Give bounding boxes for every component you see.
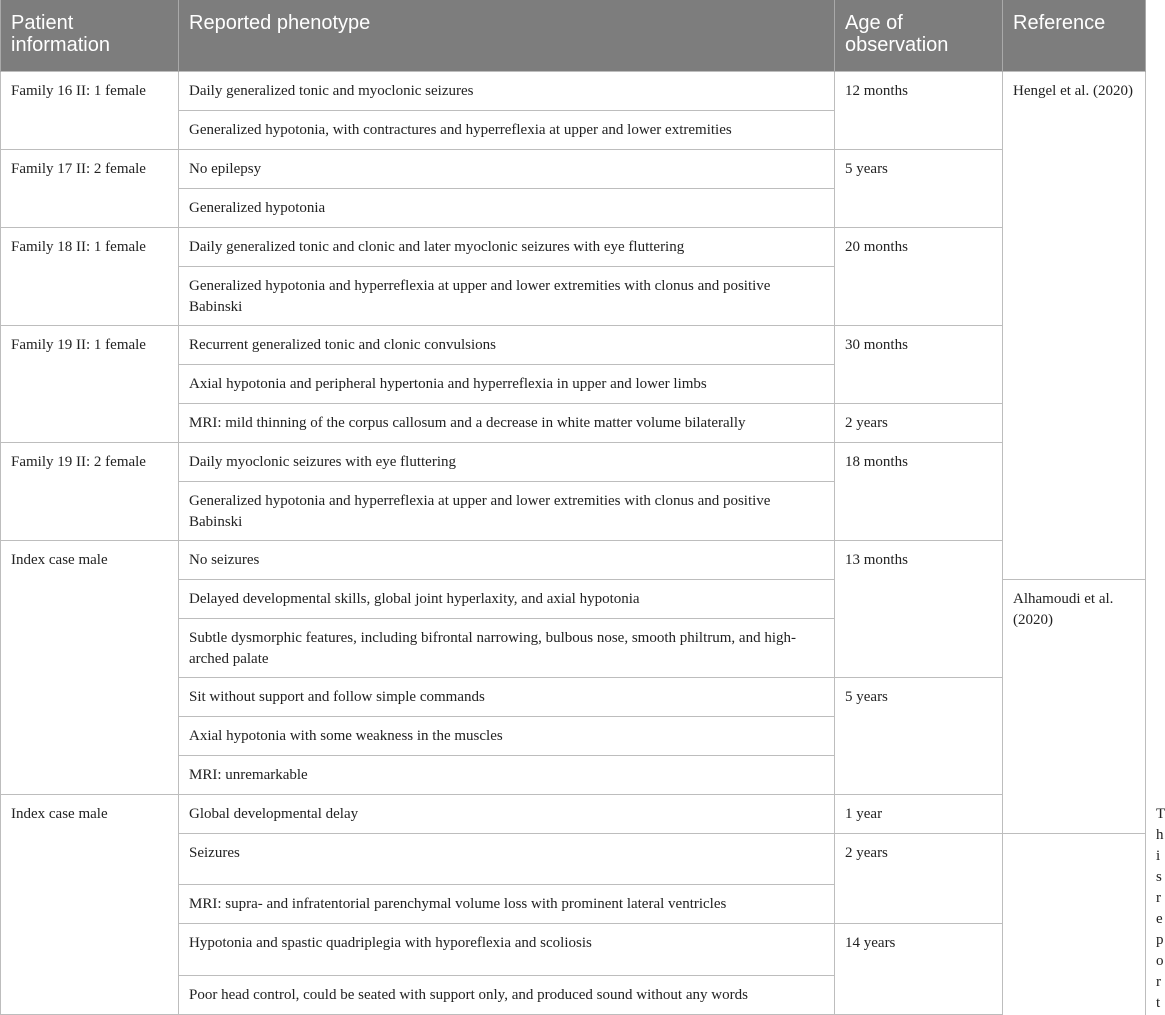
age-cell: 2 years [835,833,1003,924]
table-row [1,442,1146,481]
phenotype-cell: No epilepsy [179,149,835,188]
table-row [1,149,1146,188]
phenotype-cell: Generalized hypotonia and hyperreflexia at upper and lower extremities with clonus and positive Babinski [179,481,835,540]
phenotype-cell: Daily myoclonic seizures with eye fluttering [179,442,835,481]
phenotype-cell: MRI: mild thinning of the corpus callosum and a decrease in white matter volume bilaterally [179,403,835,442]
age-cell: 12 months [835,71,1003,149]
phenotype-cell: Global developmental delay [179,794,835,833]
phenotype-cell: Sit without support and follow simple commands [179,677,835,716]
patient-cell: Index case male [1,540,179,794]
phenotype-cell: Generalized hypotonia and hyperreflexia at upper and lower extremities with clonus and positive Babinski [179,266,835,325]
phenotype-cell: MRI: supra- and infratentorial parenchymal volume loss with prominent lateral ventricles [179,885,835,924]
reference-cell: Hengel et al. (2020) [1003,71,1146,579]
table-row [1,325,1146,364]
header-reported-phenotype: Reported phenotype [179,0,835,71]
age-cell: 18 months [835,442,1003,540]
header-reference: Reference [1003,0,1146,71]
table-row [1,540,1146,579]
age-cell: 5 years [835,149,1003,227]
phenotype-cell: Generalized hypotonia [179,188,835,227]
phenotype-cell: Generalized hypotonia, with contractures and hyperreflexia at upper and lower extremities [179,110,835,149]
patient-cell: Family 17 II: 2 female [1,149,179,227]
phenotype-cell: Subtle dysmorphic features, including bifrontal narrowing, bulbous nose, smooth philtrum, and high-arched palate [179,618,835,677]
patient-cell: Family 19 II: 2 female [1,442,179,540]
phenotype-cell: MRI: unremarkable [179,755,835,794]
phenotype-cell: Seizures [179,833,835,885]
age-cell: 20 months [835,227,1003,325]
age-cell: 2 years [835,403,1003,442]
patient-cell: Index case male [1,794,179,1014]
reference-cell: Alhamoudi et al. (2020) [1003,579,1146,833]
phenotype-cell: Axial hypotonia with some weakness in the muscles [179,716,835,755]
age-cell: 30 months [835,325,1003,403]
phenotype-cell: Daily generalized tonic and clonic and later myoclonic seizures with eye fluttering [179,227,835,266]
patient-cell: Family 18 II: 1 female [1,227,179,325]
age-cell: 1 year [835,794,1003,833]
header-row [1,0,1146,71]
header-patient-information: Patient information [1,0,179,71]
phenotype-cell: Poor head control, could be seated with support only, and produced sound without any words [179,975,835,1014]
table-row [1,227,1146,266]
phenotype-cell: Delayed developmental skills, global joint hyperlaxity, and axial hypotonia [179,579,835,618]
patient-cell: Family 19 II: 1 female [1,325,179,442]
patient-cell: Family 16 II: 1 female [1,71,179,149]
table-row [1,71,1146,110]
age-cell: 14 years [835,924,1003,1015]
table-row: Index case male Global developmental delay 1 year This report [1,794,1146,833]
phenotype-cell: No seizures [179,540,835,579]
header-age-of-observation: Age of observation [835,0,1003,71]
age-cell: 13 months [835,540,1003,677]
phenotype-cell: Axial hypotonia and peripheral hypertonia and hyperreflexia in upper and lower limbs [179,364,835,403]
table-body [1,71,1165,1014]
table-header [1,0,1146,71]
age-cell: 5 years [835,677,1003,794]
phenotype-cell: Daily generalized tonic and myoclonic seizures [179,71,835,110]
phenotype-cell: Recurrent generalized tonic and clonic convulsions [179,325,835,364]
phenotype-cell: Hypotonia and spastic quadriplegia with hyporeflexia and scoliosis [179,924,835,976]
